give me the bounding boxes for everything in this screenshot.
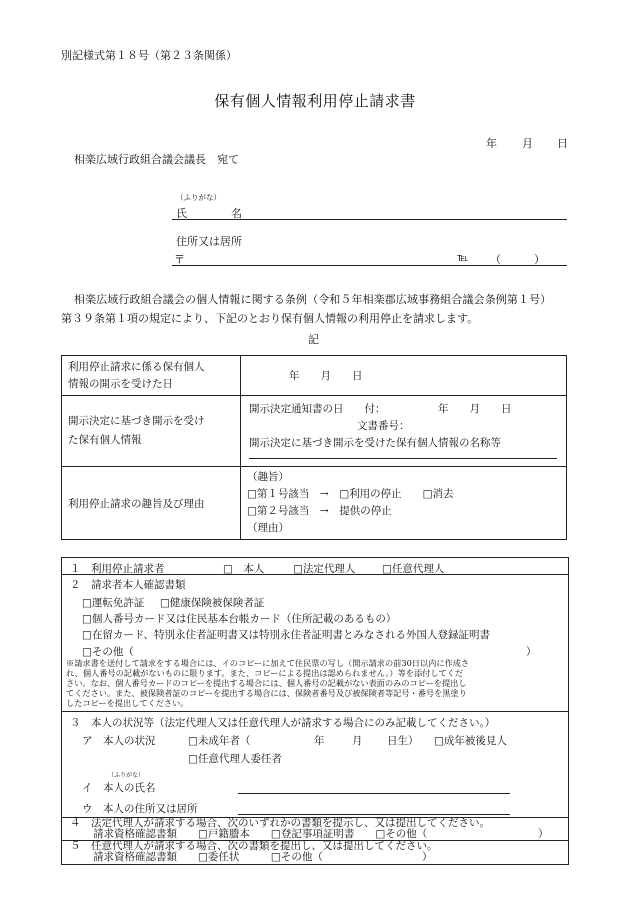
id-note-line-3: さい。なお、個人番号カードのコピーを提出する場合には、個人番号の記載がない表面のみのコピーを提出し [66,678,467,688]
adult-ward-checkbox[interactable]: □成年被後見人 [434,735,507,747]
applicant-name-label: 氏 名 [176,207,242,220]
date-year-label: 年 [486,137,497,150]
requester-legal-agent-checkbox[interactable]: □法定代理人 [293,563,356,575]
requester-voluntary-agent-checkbox[interactable]: □任意代理人 [382,563,445,575]
purpose-option-2[interactable]: □第２号該当 → 提供の停止 [247,505,392,517]
intro-line-1: 相楽広域行政組合議会の個人情報に関する条例（令和５年相楽郡広域事務組合議会条例第１号） [74,293,552,306]
applicant-address-label: 住所又は居所 [176,235,242,248]
document-number-label: 文書番号： [357,420,410,432]
postal-mark: 〒 [174,253,185,266]
requester-info-box [61,557,569,865]
addressee: 相楽広域行政組合議会議長 宛て [74,153,239,166]
disclosed-info-name-label: 開示決定に基づき開示を受けた保有個人情報の名称等 [249,437,501,449]
disclosed-info-label-cell [62,396,241,467]
requester-self-checkbox[interactable]: □ 本人 [223,563,265,575]
id-note-line-5: したコピーを提出してください。 [66,698,189,708]
notice-date-label: 開示決定通知書の日 付： [249,403,386,415]
date-month-label: 月 [522,137,533,150]
principal-status-label: ア 本人の状況 [82,735,156,747]
reason-label: （理由） [247,522,289,534]
principal-name-label: イ 本人の氏名 [82,782,156,794]
id-other-close: ） [526,646,537,658]
principal-address-label: ウ 本人の住所又は居所 [82,803,198,815]
minor-birth-year-label: 年 [314,735,325,747]
applicant-furigana-label: （ふりがな） [176,193,221,202]
requester-type-label: １ 利用停止請求者 [70,563,165,575]
disclosure-date-field[interactable] [241,356,567,396]
disclosure-date-value: 年 月 日 [289,370,363,382]
disclosed-info-field[interactable] [241,396,567,467]
ki-label: 記 [308,333,319,346]
principal-delegator-checkbox[interactable]: □任意代理人委任者 [188,753,282,765]
disclosed-info-label-2: た保有個人情報 [68,434,142,446]
minor-birth-month-label: 月 [352,735,363,747]
divider [62,574,568,575]
voluntary-agent-docs-options[interactable]: 請求資格確認書類 □委任状 □その他（ [93,851,323,863]
id-note-line-4: てください。また、被保険者証のコピーを提出する場合には、保険者番号及び被保険者等記号・番号を黒塗り [66,688,467,698]
intro-line-2: 第３９条第１項の規定により、下記のとおり保有個人情報の利用停止を請求します。 [61,312,479,325]
id-note-line-1: ※請求書を送付して請求をする場合には、イのコピーに加えて住民票の写し（開示請求の前30日以内に作成さ [66,658,470,668]
disclosure-date-label-2: 情報の開示を受けた日 [68,377,173,390]
applicant-address-field[interactable] [172,265,567,266]
purpose-reason-field[interactable] [241,467,567,540]
legal-agent-docs-line-1: ４ 法定代理人が請求する場合、次のいずれかの書類を提示し、又は提出してください。 [70,817,490,829]
form-title: 保有個人情報利用停止請求書 [214,92,416,110]
legal-agent-docs-close: ） [538,828,549,840]
principal-name-field[interactable] [238,793,510,794]
tel-label: ℡ [457,251,469,264]
principal-status-title: ３ 本人の状況等（法定代理人又は任意代理人が請求する場合にのみ記載してください。） [70,717,496,729]
id-mynumber-checkbox[interactable]: □個人番号カード又は住民基本台帳カード（住所記載のあるもの） [82,613,397,625]
minor-checkbox[interactable]: □未成年者（ [188,735,251,747]
voluntary-agent-docs-close: ） [422,851,433,863]
principal-furigana-label: （ふりがな） [108,772,145,779]
voluntary-agent-docs-line-1: ５ 任意代理人が請求する場合、次の書類を提出し、又は提出してください。 [70,840,438,852]
tel-paren: （ ） [490,253,545,266]
id-docs-title: ２ 請求者本人確認書類 [70,579,186,591]
purpose-option-1[interactable]: □第１号該当 → □利用の停止 □消去 [247,488,454,500]
purpose-reason-label-cell [62,467,241,540]
disclosure-date-label-cell [62,356,241,396]
id-insurance-checkbox[interactable]: □健康保険被保険者証 [160,597,265,609]
disclosed-info-label-1: 開示決定に基づき開示を受け [68,415,205,427]
disclosed-info-name-line[interactable] [249,458,557,459]
minor-birth-day-label: 日生） [387,735,419,747]
disclosure-date-label-1: 利用停止請求に係る保有個人 [68,360,205,373]
applicant-name-field[interactable] [172,219,567,220]
request-detail-table [61,355,567,540]
form-number: 別記様式第１８号（第２３条関係） [61,49,237,62]
legal-agent-docs-options[interactable]: 請求資格確認書類 □戸籍謄本 □登記事項証明書 □その他（ [93,828,428,840]
id-note-line-2: れ、個人番号の記載がないものに限ります。また、コピーによる提出は認められません。）等を添付してくだ [66,668,464,678]
purpose-label: （趣旨） [247,471,289,483]
notice-date-value: 年 月 日 [438,403,512,415]
divider [62,711,568,712]
id-residence-card-checkbox[interactable]: □在留カード、特別永住者証明書又は特別永住者証明書とみなされる外国人登録証明書 [82,629,490,641]
date-day-label: 日 [557,137,568,150]
principal-address-field[interactable] [238,814,510,815]
id-other-checkbox[interactable]: □その他（ [82,646,134,658]
purpose-reason-label: 利用停止請求の趣旨及び理由 [68,497,205,510]
id-license-checkbox[interactable]: □運転免許証 [82,597,145,609]
